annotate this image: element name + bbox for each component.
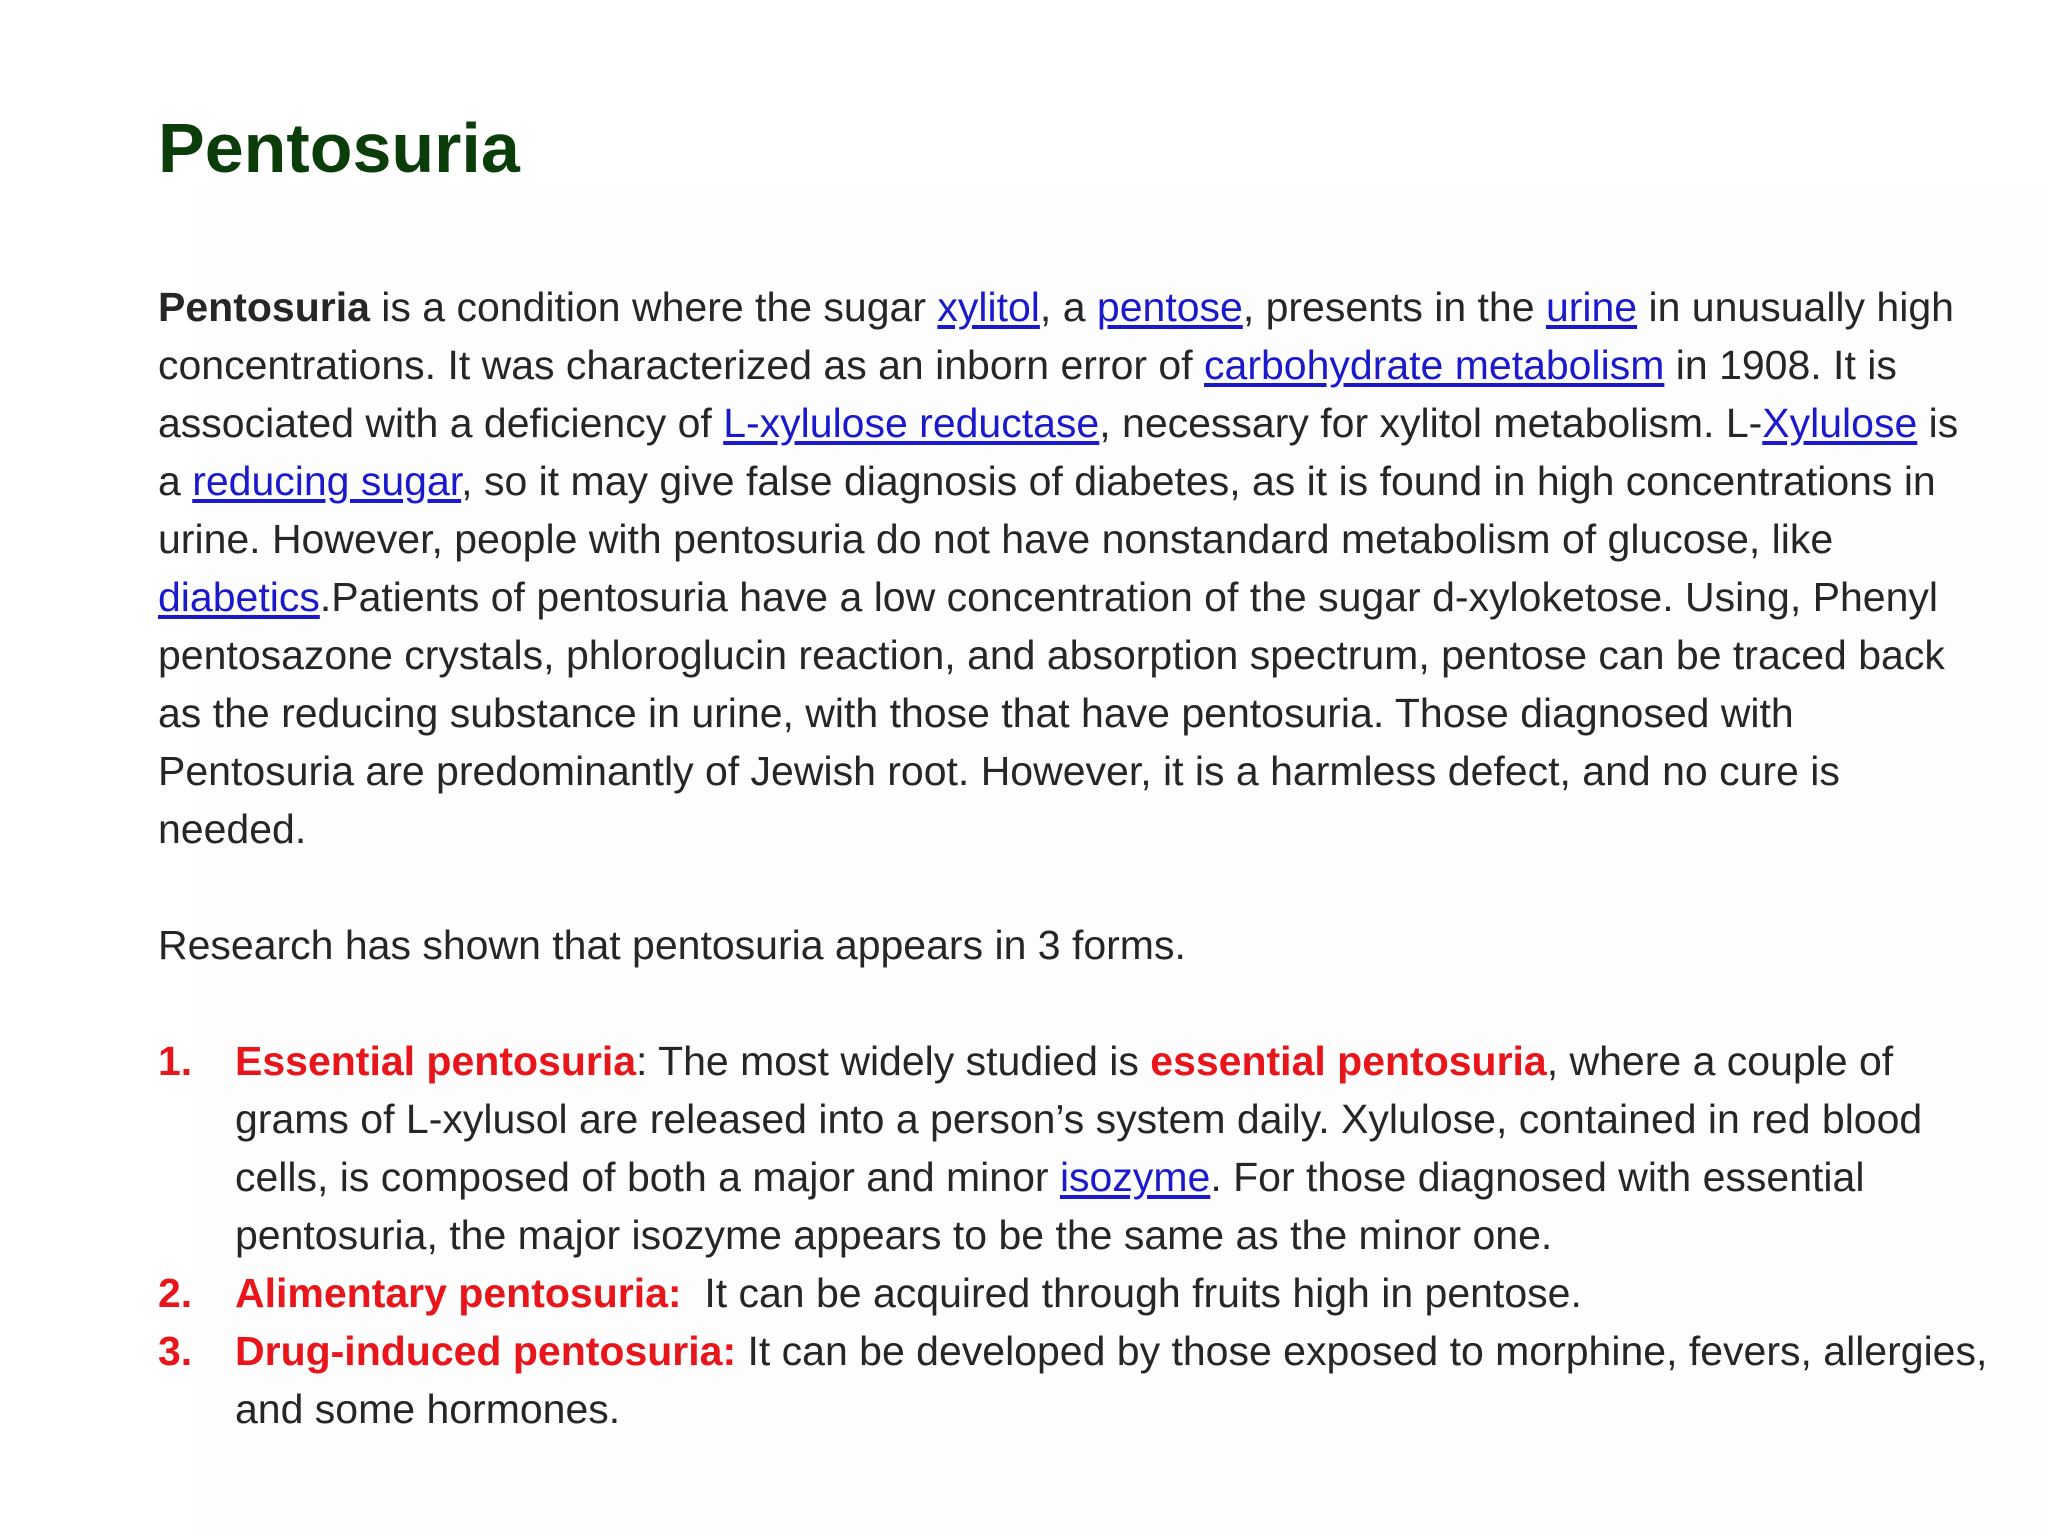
intro-text: , so it may give false diagnosis of diabetes, as it is found in high concentrations in urine. However, people with pentosuria do not have nonstandard metabolism of glucose, like <box>158 458 1936 562</box>
list-item-drug-induced <box>158 1322 1995 1438</box>
link-pentose[interactable]: pentose <box>1096 284 1243 330</box>
forms-intro: Research has shown that pentosuria appears in 3 forms. <box>158 922 1186 968</box>
link-reducing-sugar[interactable]: reducing sugar <box>192 458 462 504</box>
form-text: : The most widely studied is <box>636 1038 1151 1084</box>
intro-paragraph <box>158 278 1968 858</box>
form-text: It can be developed by those exposed to morphine, fevers, allergies, and some hormones. <box>235 1328 1988 1432</box>
form-name: Essential pentosuria <box>235 1038 637 1084</box>
intro-term: Pentosuria <box>158 284 370 330</box>
intro-text: , necessary for xylitol metabolism. L- <box>1099 400 1763 446</box>
form-text: . For those diagnosed with essential pentosuria, the major isozyme appears to be the same as the minor one. <box>235 1154 1865 1258</box>
forms-list <box>158 1032 1998 1438</box>
link-isozyme[interactable]: isozyme <box>1059 1154 1211 1200</box>
intro-text: , a <box>1039 284 1097 330</box>
slide-body <box>158 278 1998 1438</box>
slide-title: Pentosuria <box>158 109 520 187</box>
list-number: 2. <box>158 1270 193 1316</box>
list-item-essential <box>158 1032 1995 1264</box>
form-name: Drug-induced pentosuria: <box>235 1328 737 1374</box>
form-emphasis: essential pentosuria <box>1150 1038 1547 1084</box>
list-item-alimentary <box>158 1264 1995 1322</box>
intro-text: in 1908. It is associated with a deficiency of <box>158 342 1897 446</box>
form-text: , where a couple of grams of L-xylusol are released into a person’s system daily. Xylulose, contained in red blood cells, is composed of both a major and minor <box>235 1038 1923 1200</box>
list-number: 3. <box>158 1328 193 1374</box>
link-xylulose[interactable]: Xylulose <box>1762 400 1918 446</box>
intro-text: is a condition where the sugar <box>369 284 938 330</box>
form-name: Alimentary pentosuria: <box>235 1270 682 1316</box>
intro-text: is a <box>158 400 1959 504</box>
list-number: 1. <box>158 1038 193 1084</box>
link-xylitol[interactable]: xylitol <box>937 284 1040 330</box>
link-carbohydrate-metabolism[interactable]: carbohydrate metabolism <box>1204 342 1665 388</box>
intro-text: , presents in the <box>1242 284 1546 330</box>
form-text: It can be acquired through fruits high in pentose. <box>681 1270 1582 1316</box>
link-l-xylulose-reductase[interactable]: L-xylulose reductase <box>723 400 1100 446</box>
link-diabetics[interactable]: diabetics <box>158 574 320 620</box>
link-urine[interactable]: urine <box>1545 284 1638 330</box>
intro-text: in unusually high concentrations. It was characterized as an inborn error of <box>158 284 1954 388</box>
intro-text: .Patients of pentosuria have a low concentration of the sugar d-xyloketose. Using, Phenyl pentosazone crystals, phloroglucin reaction, and absorption spectrum, pentose can be traced back as the reducing substance in urine, with those that have pentosuria. Those diagnosed with Pentosuria are predominantly of Jewish root. However, it is a harmless defect, and no cure is needed. <box>158 574 1945 852</box>
